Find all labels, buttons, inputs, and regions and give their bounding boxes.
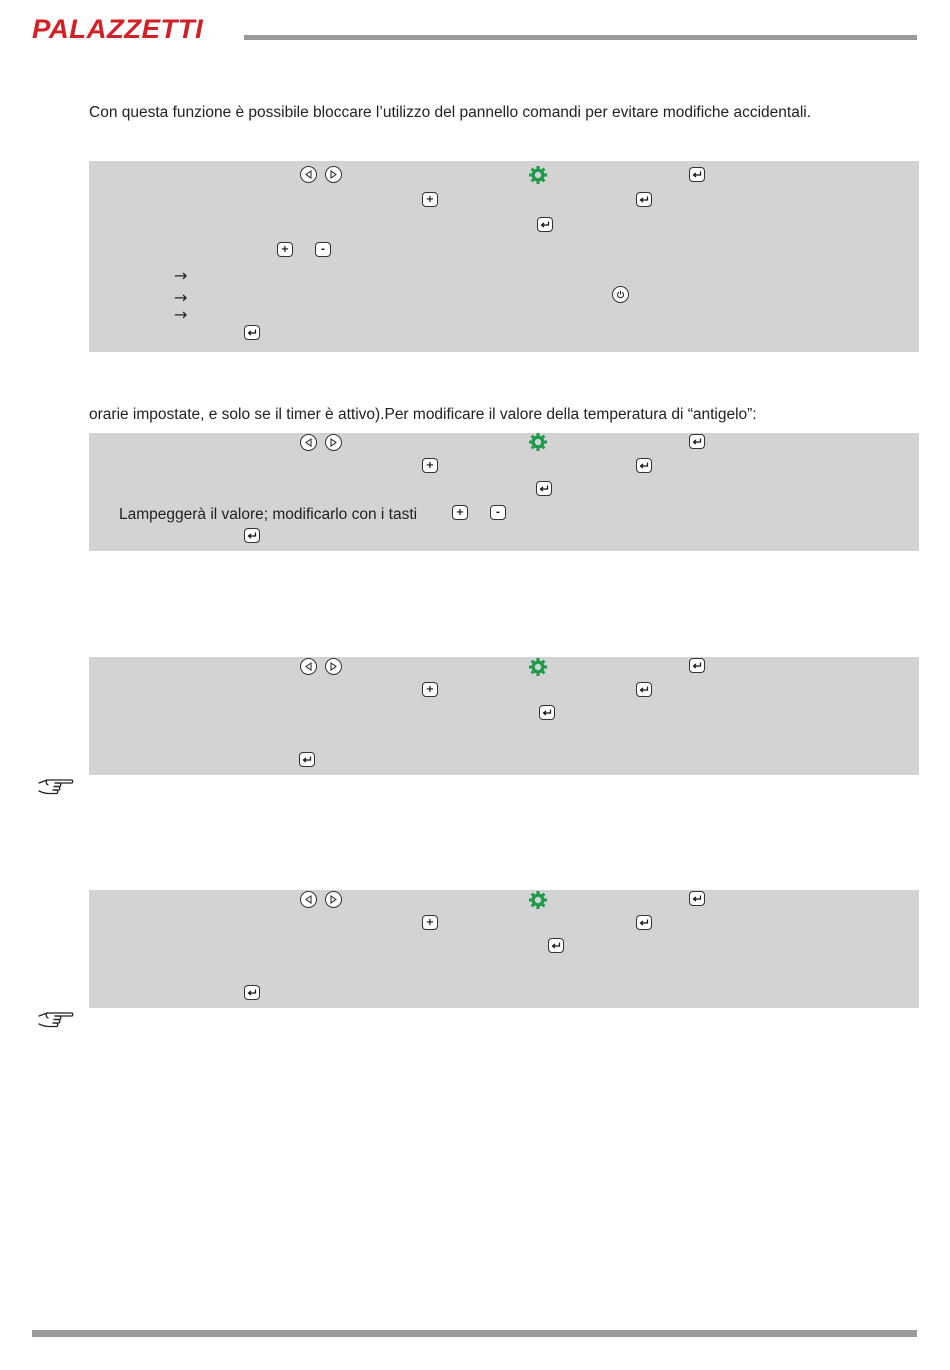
brand-logo: PALAZZETTI <box>32 14 204 44</box>
enter-key-icon <box>539 705 555 720</box>
footer-rule <box>32 1330 917 1337</box>
minus-key-icon: - <box>490 505 506 520</box>
plus-key-icon: + <box>452 505 468 520</box>
left-arrow-key-icon <box>300 891 317 908</box>
enter-key-icon <box>548 938 564 953</box>
plus-key-icon: + <box>277 242 293 257</box>
right-arrow-key-icon <box>325 891 342 908</box>
arrow-bullet: → <box>174 266 188 285</box>
enter-key-icon <box>636 192 652 207</box>
right-arrow-key-icon <box>325 434 342 451</box>
enter-key-icon <box>244 325 260 340</box>
minus-key-icon: - <box>315 242 331 257</box>
plus-key-icon: + <box>422 192 438 207</box>
enter-key-icon <box>689 891 705 906</box>
enter-key-icon <box>689 658 705 673</box>
right-arrow-key-icon <box>325 166 342 183</box>
right-arrow-key-icon <box>325 658 342 675</box>
left-arrow-key-icon <box>300 434 317 451</box>
intro-paragraph: Con questa funzione è possibile bloccare l’utilizzo del pannello comandi per evitare modifiche accidentali. <box>89 104 812 121</box>
plus-key-icon: + <box>422 458 438 473</box>
gear-icon <box>528 432 548 452</box>
left-arrow-key-icon <box>300 166 317 183</box>
enter-key-icon <box>244 985 260 1000</box>
enter-key-icon <box>636 458 652 473</box>
instruction-box-4 <box>89 890 919 1008</box>
enter-key-icon <box>689 434 705 449</box>
antigelo-paragraph: orarie impostate, e solo se il timer è attivo).Per modificare il valore della temperatura di “antigelo”: <box>89 406 757 423</box>
header-rule <box>244 35 917 40</box>
enter-key-icon <box>244 528 260 543</box>
gear-icon <box>528 890 548 910</box>
enter-key-icon <box>689 167 705 182</box>
enter-key-icon <box>299 752 315 767</box>
gear-icon <box>528 657 548 677</box>
left-arrow-key-icon <box>300 658 317 675</box>
enter-key-icon <box>536 481 552 496</box>
plus-key-icon: + <box>422 682 438 697</box>
plus-key-icon: + <box>422 915 438 930</box>
arrow-bullet: → <box>174 305 188 324</box>
enter-key-icon <box>636 682 652 697</box>
arrow-bullet: → <box>174 288 188 307</box>
power-key-icon <box>612 286 629 303</box>
pointing-hand-icon <box>37 777 75 799</box>
instruction-box-1 <box>89 161 919 352</box>
instruction-box-3 <box>89 657 919 775</box>
instruction-box-2 <box>89 433 919 551</box>
box2-instruction: Lampeggerà il valore; modificarlo con i tasti <box>119 506 418 523</box>
pointing-hand-icon <box>37 1010 75 1032</box>
enter-key-icon <box>537 217 553 232</box>
enter-key-icon <box>636 915 652 930</box>
gear-icon <box>528 165 548 185</box>
